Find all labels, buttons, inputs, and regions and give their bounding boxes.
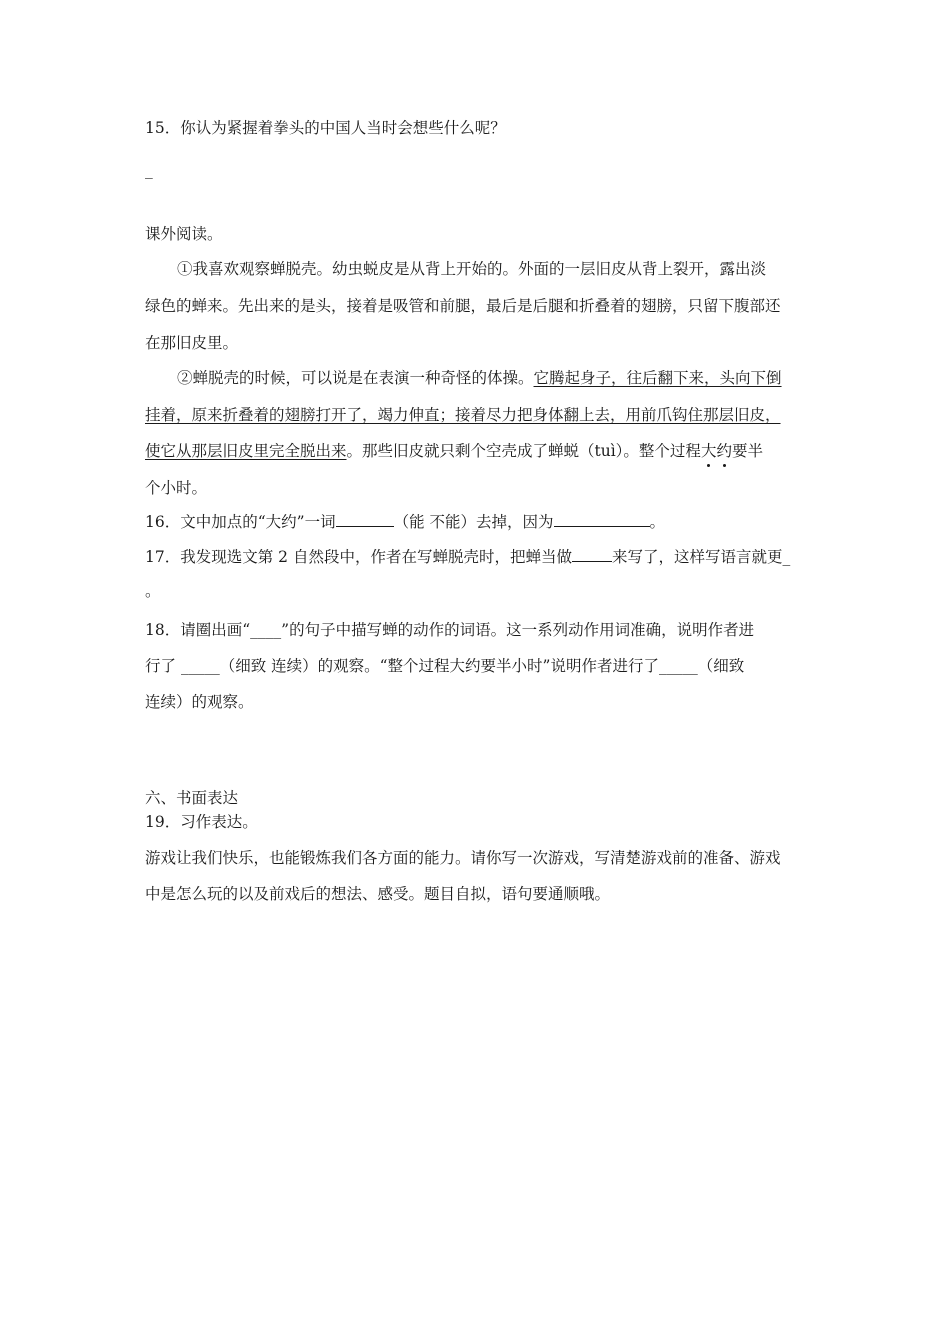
reading-p1-line-1: ①我喜欢观察蝉脱壳。幼虫蜕皮是从背上开始的。外面的一层旧皮从背上裂开，露出淡 <box>177 260 767 278</box>
writing-prompt-line-1: 游戏让我们快乐，也能锻炼我们各方面的能力。请你写一次游戏，写清楚游戏前的准备、游戏 <box>145 849 781 867</box>
q16-text-c: 。 <box>649 513 666 531</box>
reading-p1-line-3: 在那旧皮里。 <box>145 334 239 352</box>
question-15-answer-mark: _ <box>145 161 153 179</box>
p2-underlined-sentence-start: 它腾起身子，往后翻下来，头向下倒 <box>533 369 782 387</box>
dotted-char-da: 大 <box>700 442 717 460</box>
question-16 <box>145 512 810 532</box>
q18-text-l2a: 行了 <box>145 657 181 675</box>
q18-text-a: 18．请圈出画“ <box>145 621 251 639</box>
p2-plain-text: ②蝉脱壳的时候，可以说是在表演一种奇怪的体操。 <box>177 369 534 387</box>
section-6-heading: 六、书面表达 <box>145 789 239 807</box>
p2-plain-text-2: 。那些旧皮就只剩个空壳成了蝉蜕（tuì）。整个过程 <box>346 442 701 460</box>
q18-text-c: ”的句子中描写蝉的动作的词语。这一系列动作用词准确，说明作者进 <box>281 621 755 639</box>
q16-blank-1[interactable] <box>336 512 394 527</box>
reading-p2-line-2 <box>145 405 810 425</box>
reading-p2-line-3 <box>145 441 810 461</box>
question-17-line-2: 。 <box>145 582 161 600</box>
reading-p2-line-1 <box>177 368 810 388</box>
q16-blank-2[interactable] <box>554 512 650 527</box>
question-18-line-3: 连续）的观察。 <box>145 693 254 711</box>
question-15: 15．你认为紧握着拳头的中国人当时会想些什么呢？ <box>145 119 506 137</box>
q17-blank-2[interactable]: _ <box>782 548 791 566</box>
q18-text-l2c: （细致 连续）的观察。“整个过程大约要半小时”说明作者进行了 <box>219 657 659 675</box>
question-18-line-2 <box>145 656 810 676</box>
question-17 <box>145 547 810 567</box>
q18-blank-1[interactable]: _____ <box>180 657 220 675</box>
p2-plain-text-3: 要半 <box>731 442 763 460</box>
q17-text-a: 17．我发现选文第 2 自然段中，作者在写蝉脱壳时，把蝉当做 <box>145 548 572 566</box>
reading-heading: 课外阅读。 <box>145 225 223 243</box>
writing-prompt-line-2: 中是怎么玩的以及前戏后的想法、感受。题目自拟，语句要通顺哦。 <box>145 885 611 903</box>
q17-blank-1[interactable] <box>572 547 612 562</box>
question-19: 19．习作表达。 <box>145 813 258 831</box>
question-18 <box>145 620 810 640</box>
q18-blank-2[interactable]: _____ <box>658 657 698 675</box>
p2-underlined-sentence-middle: 挂着，原来折叠着的翅膀打开了，竭力伸直；接着尽力把身体翻上去，用前爪钩住那层旧皮， <box>145 406 781 424</box>
q16-text-a: 16．文中加点的“大约”一词 <box>145 513 336 531</box>
p2-underlined-sentence-end: 使它从那层旧皮里完全脱出来 <box>145 442 347 460</box>
q18-text-l2e: （细致 <box>697 657 745 675</box>
q18-underline-sample: ____ <box>250 621 282 639</box>
reading-p1-line-2: 绿色的蝉来。先出来的是头，接着是吸管和前腿，最后是后腿和折叠着的翅膀，只留下腹部还 <box>145 297 781 315</box>
q17-text-b: 来写了，这样写语言就更 <box>611 548 783 566</box>
dotted-char-yue: 约 <box>716 442 732 460</box>
reading-p2-line-4: 个小时。 <box>145 479 208 497</box>
q16-text-b: （能 不能）去掉，因为 <box>393 513 554 531</box>
